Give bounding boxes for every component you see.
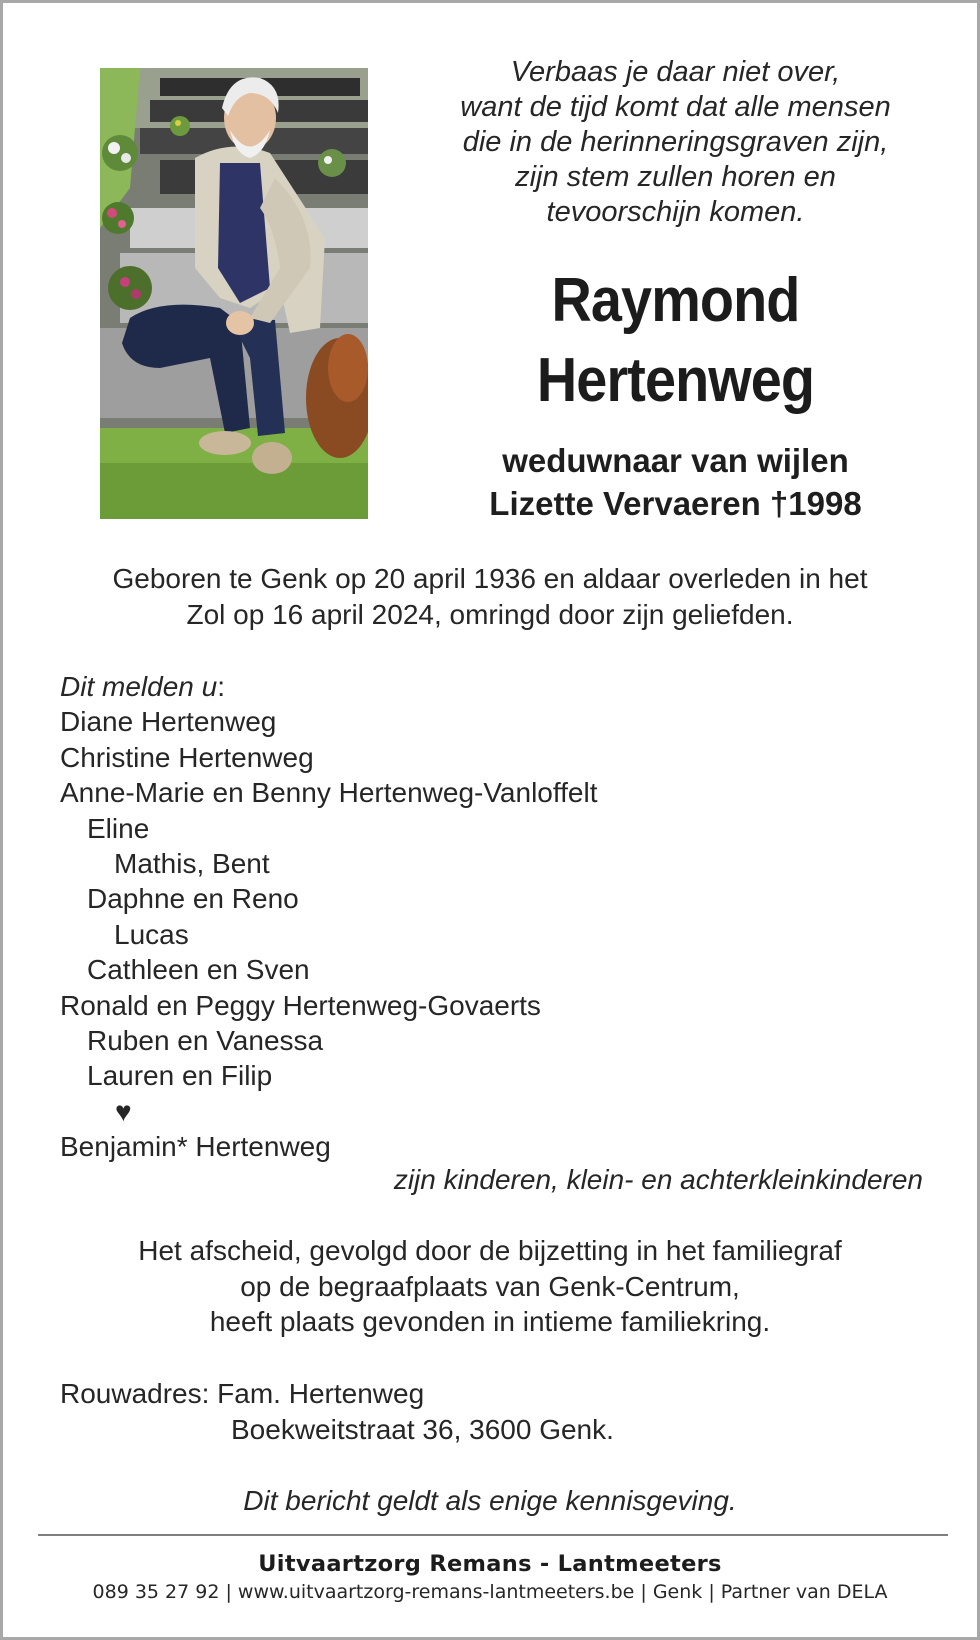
footer-divider: [38, 1534, 948, 1536]
family-member-great-grandchild: Lucas: [114, 918, 189, 950]
death-line: Zol op 16 april 2024, omringd door zijn geliefden.: [186, 599, 794, 630]
verse-line: want de tijd komt dat alle mensen: [460, 91, 891, 123]
family-member-grandchild: Ruben en Vanessa: [87, 1025, 324, 1057]
family-member-great-grandchild: Mathis, Bent: [114, 848, 270, 880]
verse-line: Verbaas je daar niet over,: [510, 56, 841, 88]
family-intro-colon: :: [217, 671, 225, 702]
portrait-photo: [100, 68, 368, 519]
first-name: Raymond: [551, 266, 800, 335]
family-member-grandchild: Cathleen en Sven: [87, 954, 310, 986]
widower-line: weduwnaar van wijlen: [502, 442, 849, 479]
family-member: Christine Hertenweg: [60, 741, 314, 773]
family-intro-text: Dit melden u: [60, 671, 218, 702]
address-label: Rouwadres: Fam. Hertenweg: [60, 1378, 425, 1409]
family-member-grandchild: Daphne en Reno: [87, 883, 299, 915]
farewell-line: Het afscheid, gevolgd door de bijzetting in het familiegraf: [138, 1235, 842, 1266]
family-member-in-memoriam: Benjamin* Hertenweg: [60, 1131, 331, 1163]
family-member-grandchild: Lauren en Filip: [87, 1060, 273, 1092]
family-member: Ronald en Peggy Hertenweg-Govaerts: [60, 989, 541, 1021]
family-relation: zijn kinderen, klein- en achterkleinkinderen: [393, 1164, 923, 1195]
undertaker-contact: 089 35 27 92 | www.uitvaartzorg-remans-lantmeeters.be | Genk | Partner van DELA: [92, 1581, 888, 1603]
family-member: Anne-Marie en Benny Hertenweg-Vanloffelt: [60, 777, 598, 809]
deceased-name: [423, 261, 928, 421]
farewell-statement: [43, 1233, 937, 1340]
notice-text: Dit bericht geldt als enige kennisgeving.: [243, 1485, 737, 1516]
family-member: Diane Hertenweg: [60, 706, 277, 738]
bible-verse: [423, 55, 928, 230]
spouse-name: Lizette Vervaeren †1998: [489, 485, 862, 522]
heart-icon: ♥: [115, 1095, 132, 1127]
verse-line: die in de herinneringsgraven zijn,: [462, 126, 889, 158]
birth-line: Geboren te Genk op 20 april 1936 en aldaar overleden in het: [112, 563, 868, 594]
family-intro: [60, 669, 930, 704]
undertaker-name: Uitvaartzorg Remans - Lantmeeters: [258, 1551, 722, 1577]
mourning-address: [60, 1376, 930, 1448]
verse-line: tevoorschijn komen.: [546, 196, 805, 228]
family-member-grandchild: Eline: [87, 812, 150, 844]
verse-line: zijn stem zullen horen en: [515, 161, 836, 193]
farewell-line: op de begraafplaats van Genk-Centrum,: [240, 1270, 740, 1302]
farewell-line: heeft plaats gevonden in intieme familiekring.: [209, 1306, 771, 1337]
address-street: Boekweitstraat 36, 3600 Genk.: [231, 1414, 614, 1445]
last-name: Hertenweg: [536, 346, 815, 415]
widower-statement: [423, 439, 928, 525]
family-list: [60, 669, 930, 1165]
birth-death-statement: [43, 561, 937, 633]
